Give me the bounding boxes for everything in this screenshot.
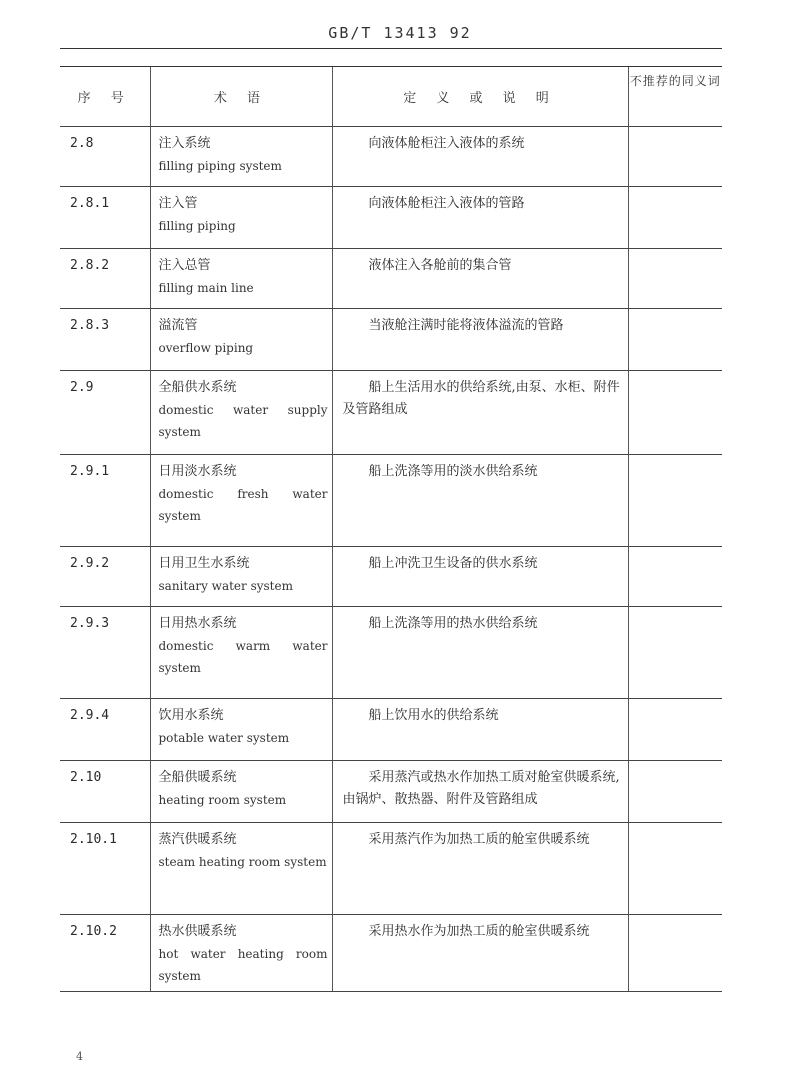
term-synonym: [628, 761, 722, 823]
term-definition: 船上洗涤等用的热水供给系统: [332, 607, 628, 699]
term-chinese: 日用淡水系统: [158, 464, 237, 479]
term-english: filling piping: [158, 219, 236, 233]
term-chinese: 注入管: [158, 196, 198, 211]
term-english: overflow piping: [158, 341, 254, 355]
table-row: [60, 915, 722, 992]
term-definition: 船上洗涤等用的淡水供给系统: [332, 455, 628, 547]
term-definition: 采用蒸汽或热水作加热工质对舱室供暖系统,由锅炉、散热器、附件及管路组成: [332, 761, 628, 823]
term-cell: [150, 761, 332, 823]
table-row: [60, 127, 722, 187]
table-row: [60, 761, 722, 823]
terminology-table: [60, 66, 722, 992]
column-header-synonym: 不推荐的同义词: [628, 67, 722, 127]
term-chinese: 饮用水系统: [158, 708, 224, 723]
term-definition: 采用蒸汽作为加热工质的舱室供暖系统: [332, 823, 628, 915]
term-synonym: [628, 607, 722, 699]
term-cell: [150, 607, 332, 699]
term-cell: [150, 127, 332, 187]
header-rule: [60, 48, 722, 49]
term-cell: [150, 249, 332, 309]
table-row: [60, 371, 722, 455]
term-cell: [150, 547, 332, 607]
term-synonym: [628, 127, 722, 187]
column-header-no: 序 号: [60, 67, 150, 127]
term-number: 2.9.2: [60, 547, 150, 607]
table-row: [60, 187, 722, 249]
term-number: 2.10.1: [60, 823, 150, 915]
term-number: 2.10.2: [60, 915, 150, 992]
column-header-definition: 定 义 或 说 明: [332, 67, 628, 127]
term-synonym: [628, 547, 722, 607]
term-chinese: 溢流管: [158, 318, 198, 333]
term-cell: [150, 915, 332, 992]
term-number: 2.8.1: [60, 187, 150, 249]
term-chinese: 日用热水系统: [158, 616, 237, 631]
term-number: 2.9: [60, 371, 150, 455]
term-synonym: [628, 249, 722, 309]
term-cell: [150, 371, 332, 455]
term-chinese: 蒸汽供暖系统: [158, 832, 237, 847]
table-row: [60, 699, 722, 761]
term-english: domestic warm water system: [158, 639, 328, 675]
term-definition: 船上冲洗卫生设备的供水系统: [332, 547, 628, 607]
term-synonym: [628, 455, 722, 547]
term-synonym: [628, 187, 722, 249]
term-definition: 向液体舱柜注入液体的系统: [332, 127, 628, 187]
term-english: sanitary water system: [158, 579, 293, 593]
term-definition: 液体注入各舱前的集合管: [332, 249, 628, 309]
term-definition: 船上生活用水的供给系统,由泵、水柜、附件及管路组成: [332, 371, 628, 455]
term-definition: 船上饮用水的供给系统: [332, 699, 628, 761]
table-row: [60, 249, 722, 309]
term-english: filling main line: [158, 281, 254, 295]
term-cell: [150, 699, 332, 761]
table-row: [60, 607, 722, 699]
term-number: 2.9.1: [60, 455, 150, 547]
term-number: 2.8.2: [60, 249, 150, 309]
term-cell: [150, 187, 332, 249]
term-english: heating room system: [158, 793, 287, 807]
term-english: hot water heating room system: [158, 947, 328, 983]
term-number: 2.9.4: [60, 699, 150, 761]
term-chinese: 注入总管: [158, 258, 211, 273]
term-definition: 当液舱注满时能将液体溢流的管路: [332, 309, 628, 371]
term-english: potable water system: [158, 731, 290, 745]
term-english: filling piping system: [158, 159, 282, 173]
term-definition: 向液体舱柜注入液体的管路: [332, 187, 628, 249]
term-english: domestic water supply system: [158, 403, 328, 439]
term-synonym: [628, 309, 722, 371]
table-row: [60, 547, 722, 607]
term-english: domestic fresh water system: [158, 487, 328, 523]
table-header-row: [60, 67, 722, 127]
term-chinese: 全船供水系统: [158, 380, 237, 395]
standard-code-header: GB/T 13413 92: [328, 24, 472, 42]
term-number: 2.8.3: [60, 309, 150, 371]
term-chinese: 热水供暖系统: [158, 924, 237, 939]
term-number: 2.8: [60, 127, 150, 187]
table-row: [60, 455, 722, 547]
table-row: [60, 823, 722, 915]
term-cell: [150, 823, 332, 915]
term-synonym: [628, 915, 722, 992]
term-chinese: 日用卫生水系统: [158, 556, 250, 571]
term-synonym: [628, 823, 722, 915]
page-number: 4: [76, 1050, 83, 1063]
term-chinese: 注入系统: [158, 136, 211, 151]
term-cell: [150, 309, 332, 371]
term-english: steam heating room system: [158, 855, 327, 869]
term-synonym: [628, 371, 722, 455]
term-number: 2.10: [60, 761, 150, 823]
term-cell: [150, 455, 332, 547]
term-chinese: 全船供暖系统: [158, 770, 237, 785]
term-number: 2.9.3: [60, 607, 150, 699]
term-synonym: [628, 699, 722, 761]
table-row: [60, 309, 722, 371]
column-header-term: 术 语: [150, 67, 332, 127]
term-definition: 采用热水作为加热工质的舱室供暖系统: [332, 915, 628, 992]
